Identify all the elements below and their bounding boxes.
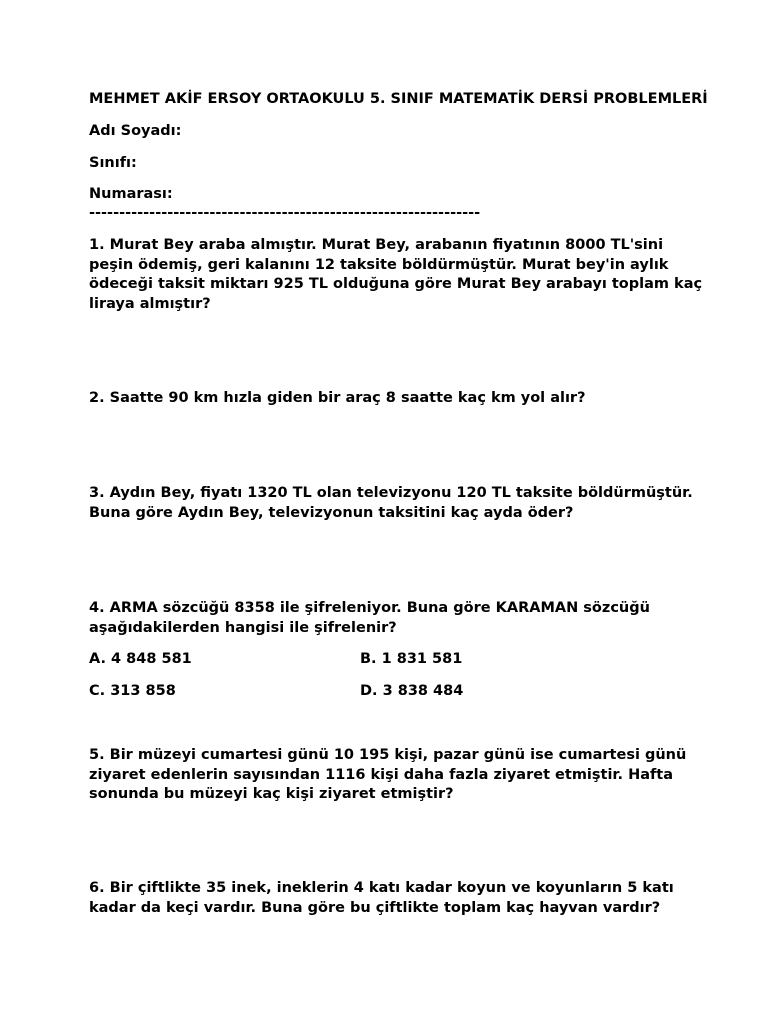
question-2: [89, 389, 689, 409]
question-6: [89, 879, 689, 918]
question-3: [89, 484, 693, 523]
option-c: C. 313 858: [89, 683, 176, 699]
question-line: Buna göre Aydın Bey, televizyonun taksitini kaç ayda öder?: [89, 504, 574, 521]
page-title: MEHMET AKİF ERSOY ORTAOKULU 5. SINIF MATEMATİK DERSİ PROBLEMLERİ: [89, 91, 708, 107]
question-line: ödeceği taksit miktarı 925 TL olduğuna göre Murat Bey arabayı toplam kaç: [89, 276, 703, 292]
option-d: D. 3 838 484: [360, 683, 464, 699]
question-line: liraya almıştır?: [89, 295, 211, 312]
class-label: Sınıfı:: [89, 155, 137, 171]
question-line: sonunda bu müzeyi kaç kişi ziyaret etmiştir?: [89, 786, 454, 802]
name-label: Adı Soyadı:: [89, 123, 182, 139]
question-line: 5. Bir müzeyi cumartesi günü 10 195 kişi, pazar günü ise cumartesi günü: [89, 747, 687, 763]
question-line: ziyaret edenlerin sayısından 1116 kişi daha fazla ziyaret etmiştir. Hafta: [89, 766, 674, 783]
question-line: kadar da keçi vardır. Buna göre bu çiftlikte toplam kaç hayvan vardır?: [89, 899, 661, 916]
question-4: [89, 599, 689, 638]
question-5: [89, 746, 689, 805]
question-line: 2. Saatte 90 km hızla giden bir araç 8 saatte kaç km yol alır?: [89, 390, 586, 406]
question-line: 1. Murat Bey araba almıştır. Murat Bey, arabanın fiyatının 8000 TL'sini: [89, 237, 664, 253]
question-line: peşin ödemiş, geri kalanını 12 taksite böldürmüştür. Murat bey'in aylık: [89, 256, 669, 273]
option-b: B. 1 831 581: [360, 651, 463, 667]
question-line: 4. ARMA sözcüğü 8358 ile şifreleniyor. Buna göre KARAMAN sözcüğü: [89, 600, 650, 616]
number-label: Numarası:: [89, 186, 173, 202]
option-a: A. 4 848 581: [89, 651, 192, 667]
separator-line: -----------------------------------------------------------------: [89, 205, 481, 221]
question-line: 3. Aydın Bey, fiyatı 1320 TL olan televizyonu 120 TL taksite böldürmüştür.: [89, 485, 693, 501]
question-1: [89, 236, 703, 314]
question-line: 6. Bir çiftlikte 35 inek, ineklerin 4 katı kadar koyun ve koyunların 5 katı: [89, 880, 674, 896]
question-line: aşağıdakilerden hangisi ile şifrelenir?: [89, 619, 397, 636]
